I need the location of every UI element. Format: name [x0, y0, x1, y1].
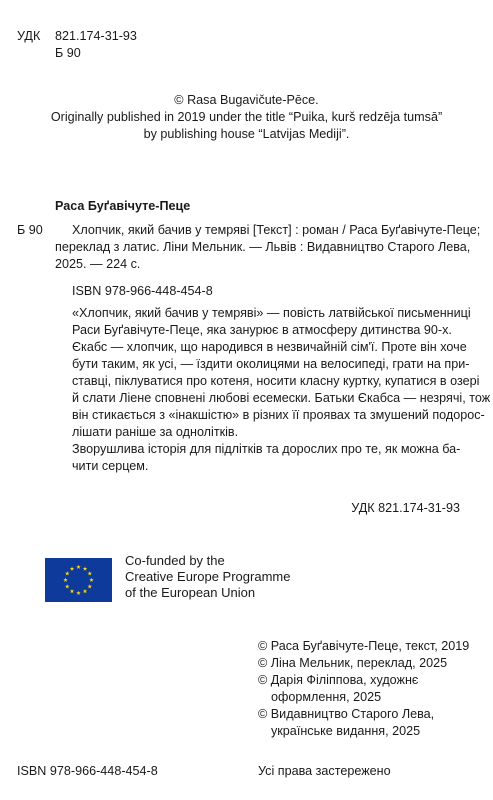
original-copyright-line: © Rasa Bugavičute-Pēce.	[174, 93, 319, 107]
copyright-item: © Видавництво Старого Лева,	[258, 707, 435, 721]
catalog-code: Б 90	[17, 223, 43, 237]
catalog-record	[55, 222, 480, 273]
eu-flag-icon	[45, 558, 112, 602]
annotation	[55, 305, 491, 475]
catalog-line: 2025. — 224 с.	[55, 257, 141, 271]
catalog-line: Хлопчик, який бачив у темряві [Текст] : роман / Раса Буґавічуте-Пеце;	[72, 223, 481, 237]
author-heading: Раса Буґавічуте-Пеце	[55, 199, 191, 213]
copyright-item: © Дарія Філіппова, художнє	[258, 673, 419, 687]
eu-flag-logo	[45, 558, 112, 602]
annotation-line: чити серцем.	[72, 459, 149, 473]
annotation-line: Раси Буґавічуте-Пеце, яка занурює в атмосферу дитинства 90-х.	[72, 323, 452, 337]
original-copyright-notice	[0, 92, 493, 143]
catalog-line: переклад з латис. Ліни Мельник. — Львів : Видавництво Старого Лева,	[55, 240, 471, 254]
annotation-line: Єкабс — хлопчик, що народився в незвичайній сім'ї. Проте він хоче	[72, 340, 467, 354]
original-copyright-line: by publishing house “Latvijas Mediji”.	[143, 127, 350, 141]
eu-cofunded-text	[125, 553, 290, 601]
annotation-line: Зворушлива історія для підлітків та дорослих про те, як можна ба-	[72, 442, 461, 456]
book-code: Б 90	[55, 46, 81, 60]
annotation-line: й слати Ліене сповнені любові есемески. Батьки Єкабса — незрячі, тож	[72, 391, 491, 405]
original-copyright-line: Originally published in 2019 under the title “Puika, kurš redzēja tumsā”	[50, 110, 443, 124]
annotation-line: бути таким, як усі, — їздити околицями на велосипеді, грати на при-	[72, 357, 470, 371]
annotation-paragraph	[55, 441, 481, 475]
udk-block	[17, 28, 137, 62]
copyright-item-continuation: українське видання, 2025	[271, 724, 421, 738]
isbn-bottom: ISBN 978-966-448-454-8	[17, 764, 158, 778]
annotation-line: ставці, піклуватися про котеня, носити класну куртку, купатися в озері	[72, 374, 480, 388]
copyright-item: © Ліна Мельник, переклад, 2025	[258, 656, 448, 670]
copyright-list	[258, 638, 469, 740]
eu-text-line: Creative Europe Programme	[125, 569, 291, 584]
catalog-isbn: ISBN 978-966-448-454-8	[72, 284, 213, 298]
annotation-paragraph	[55, 339, 491, 441]
udk-label: УДК	[17, 29, 41, 43]
copyright-item-continuation: оформлення, 2025	[271, 690, 382, 704]
annotation-paragraph	[55, 305, 481, 339]
eu-text-line: of the European Union	[125, 585, 256, 600]
copyright-item: © Раса Буґавічуте-Пеце, текст, 2019	[258, 639, 470, 653]
annotation-line: він стикається з «інакшістю» в різних її проявах та змушений подорос-	[72, 408, 485, 422]
annotation-line: «Хлопчик, який бачив у темряві» — повість латвійської письменниці	[72, 306, 471, 320]
rights-reserved: Усі права застережено	[258, 764, 391, 778]
eu-text-line: Co-funded by the	[125, 553, 225, 568]
udk-bottom-right: УДК 821.174-31-93	[351, 501, 460, 515]
annotation-line: лішати раніше за однолітків.	[72, 425, 239, 439]
udk-code: 821.174-31-93	[55, 29, 137, 43]
